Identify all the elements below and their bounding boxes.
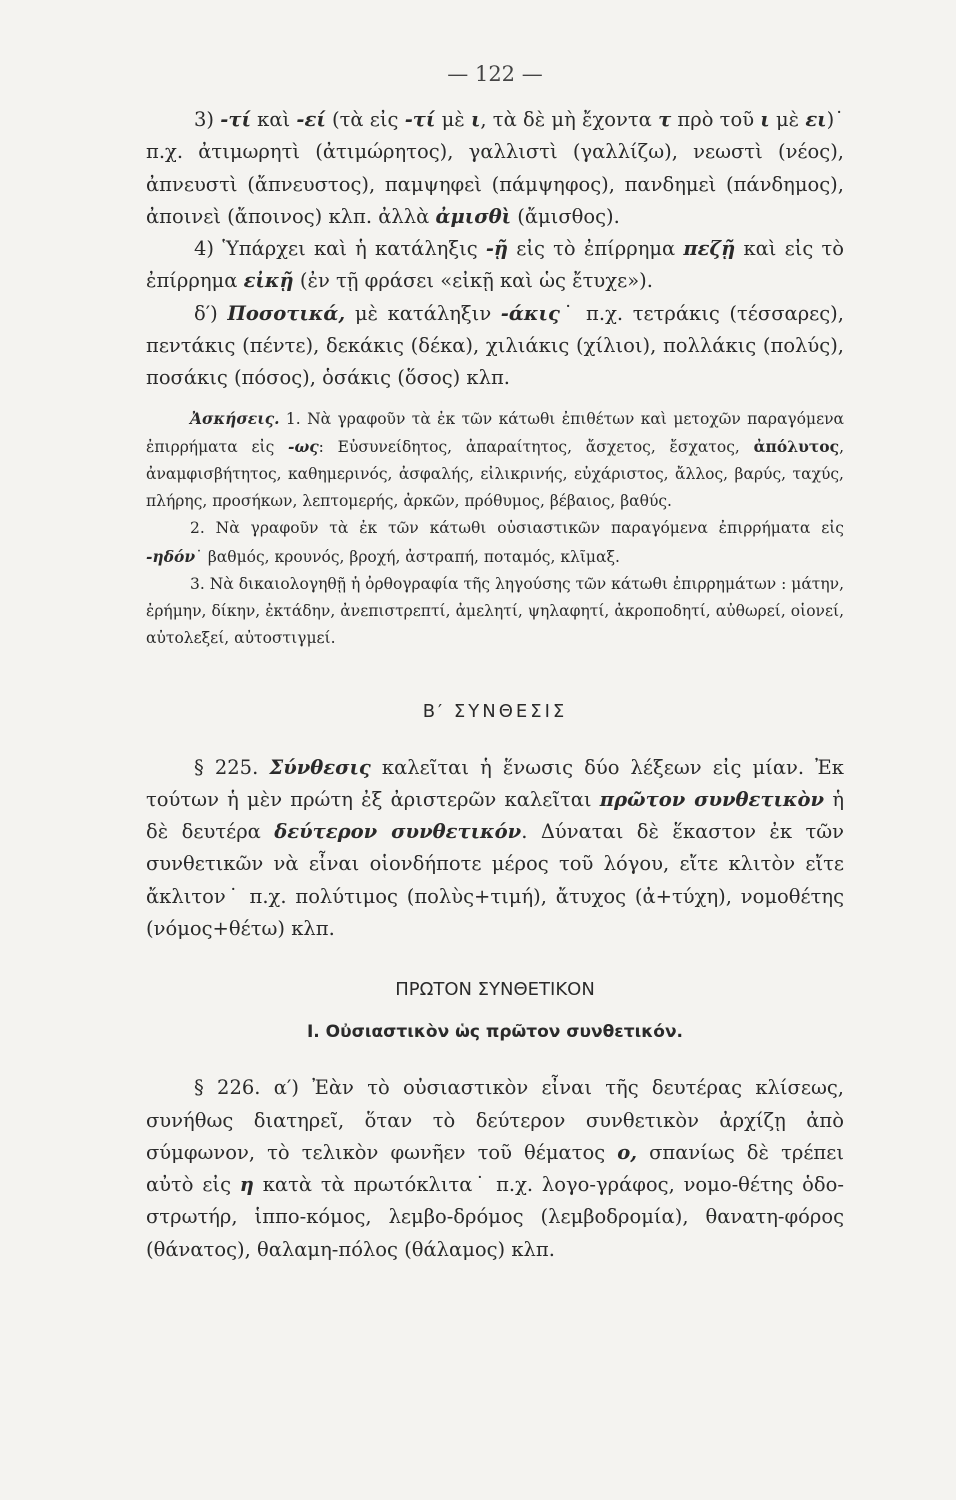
text: 1. Νὰ γραφοῦν τὰ ἐκ τῶν κάτωθι ἐπιθέτων καὶ μετοχῶν παραγόμενα ἐπιρρήματα εἰς bbox=[146, 409, 844, 456]
exercise-2 bbox=[146, 515, 844, 570]
text: , ἀναμφισβήτητος, καθημερινός, ἀσφαλής, εἰλικρινής, εὐχάριστος, ἄλλος, βαρύς, ταχύς, πλήρης, προσήκων, λεπτομερής, ἀρκῶν, πρόθυμος, βέβαιος, βαθύς. bbox=[146, 437, 844, 511]
text: )˙ π.χ. ἀτιμωρητὶ (ἀτιμώρητος), γαλλιστὶ (γαλλίζω), νεωστὶ (νέος), ἀπνευστὶ (ἄπνευστος), παμψηφεὶ (πάμψηφος), πανδημεὶ (πάνδημος), ἀποινεὶ (ἄποινος) κλπ. ἀλλὰ bbox=[146, 108, 844, 228]
emphasis: -ηδόν bbox=[146, 546, 196, 566]
text: ˙ βαθμός, κρουνός, βροχή, ἀστραπή, ποταμός, κλῖμαξ. bbox=[195, 547, 620, 566]
exercises-label: Ἀσκήσεις. bbox=[190, 408, 280, 428]
section-225 bbox=[146, 752, 844, 946]
text: . Δύναται δὲ ἕκαστον ἐκ τῶν συνθετικῶν νὰ εἶναι οἱονδήποτε μέρος τοῦ λόγου, εἴτε κλιτὸν εἴτε ἄκλιτον˙ π.χ. πολύτιμος (πολὺς+τιμή), ἄτυχος (ἀ+τύχη), νομοθέτης (νόμος+θέτω) κλπ. bbox=[146, 820, 844, 940]
text: ἡ δὲ δευτέρα bbox=[146, 787, 845, 844]
emphasis: ἀπόλυτος bbox=[753, 436, 840, 456]
emphasis: -ῇ bbox=[485, 237, 509, 261]
emphasis: -τί bbox=[404, 108, 436, 131]
text: κατὰ τὰ πρωτόκλιτα˙ π.χ. λογο-γράφος, νομο-θέτης ὁδο-στρωτήρ, ἱππο-κόμος, λεμβο-δρόμος (λεμβοδρομία), θανατη-φόρος (θάνατος), θαλαμη-πόλος (θάλαμος) κλπ. bbox=[146, 1173, 844, 1261]
text: § 226. α′) Ἐὰν τὸ οὐσιαστικὸν εἶναι τῆς δευτέρας κλίσεως, συνήθως διατηρεῖ, ὅταν τὸ δεύτερον συνθετικὸν ἀρχίζῃ ἀπὸ σύμφωνον, τὸ τελικὸν φωνῆεν τοῦ θέματος bbox=[146, 1076, 844, 1164]
emphasis: ι bbox=[470, 108, 481, 131]
section-226 bbox=[146, 1072, 844, 1266]
emphasis: ι bbox=[760, 108, 770, 131]
paragraph-delta bbox=[146, 298, 844, 395]
text: καὶ bbox=[250, 108, 297, 131]
emphasis: πεζῇ bbox=[683, 237, 736, 261]
text: καὶ εἰς τὸ ἐπίρρημα bbox=[146, 237, 844, 293]
exercise-1 bbox=[146, 405, 844, 516]
subheading-first-component: ΠΡΩΤΟΝ ΣΥΝΘΕΤΙΚΟΝ bbox=[395, 979, 595, 1001]
section-heading-b: Β′ ΣΥΝΘΕΣΙΣ bbox=[422, 700, 568, 722]
text: δ′) bbox=[194, 301, 228, 325]
emphasis: -άκις bbox=[500, 301, 560, 325]
emphasis: τ bbox=[658, 108, 672, 131]
emphasis: -ως bbox=[288, 436, 319, 456]
text: μὲ κατάληξιν bbox=[345, 301, 501, 325]
emphasis: Σύνθεσις bbox=[269, 755, 371, 779]
emphasis: Ποσοτικά, bbox=[227, 301, 346, 325]
text: μὲ bbox=[769, 108, 806, 131]
text: , τὰ δὲ μὴ ἔχοντα bbox=[480, 108, 659, 131]
page-number: — 122 — bbox=[447, 62, 543, 86]
emphasis: η bbox=[239, 1173, 254, 1197]
text: 4) Ὑπάρχει καὶ ἡ κατάληξις bbox=[194, 237, 486, 261]
text: (ἐν τῇ φράσει «εἰκῇ καὶ ὡς ἔτυχε»). bbox=[293, 269, 653, 293]
exercise-3 bbox=[146, 571, 844, 653]
text: (τὰ εἰς bbox=[325, 108, 405, 131]
paragraph-4 bbox=[146, 233, 844, 298]
text: § 225. bbox=[194, 755, 270, 779]
emphasis: -εί bbox=[296, 108, 326, 131]
subheading-noun-first: Ι. Οὐσιαστικὸν ὡς πρῶτον συνθετικόν. bbox=[306, 1022, 684, 1043]
paragraph-3 bbox=[146, 104, 844, 233]
text: : Εὐσυνείδητος, ἀπαραίτητος, ἄσχετος, ἔσχατος, bbox=[318, 437, 754, 456]
emphasis: -τί bbox=[220, 108, 251, 131]
emphasis: ει bbox=[805, 108, 827, 131]
emphasis: δεύτερον συνθετικόν bbox=[274, 820, 522, 844]
text: 2. Νὰ γραφοῦν τὰ ἐκ τῶν κάτωθι οὐσιαστικῶν παραγόμενα ἐπιρρήματα εἰς bbox=[190, 519, 844, 538]
emphasis: πρῶτον συνθετικὸν bbox=[599, 787, 825, 811]
text: καλεῖται ἡ ἕνωσις δύο λέξεων εἰς μίαν. Ἐκ τούτων ἡ μὲν πρώτη ἐξ ἀριστερῶν καλεῖται bbox=[146, 755, 844, 811]
text: 3) bbox=[194, 108, 221, 131]
text: εἰς τὸ ἐπίρρημα bbox=[508, 237, 684, 261]
text: μὲ bbox=[435, 108, 471, 131]
text: (ἄμισθος). bbox=[511, 204, 620, 228]
text: ˙ π.χ. τετράκις (τέσσαρες), πεντάκις (πέντε), δεκάκις (δέκα), χιλιάκις (χίλιοι), πολλάκις (πολύς), ποσάκις (πόσος), ὁσάκις (ὅσος) κλπ. bbox=[146, 301, 844, 390]
emphasis: εἰκῇ bbox=[243, 269, 294, 293]
text: σπανίως δὲ τρέπει αὐτὸ εἰς bbox=[146, 1140, 845, 1197]
emphasis: ἀμισθὶ bbox=[435, 204, 512, 228]
text: 3. Νὰ δικαιολογηθῇ ἡ ὀρθογραφία τῆς ληγούσης τῶν κάτωθι ἐπιρρημάτων : μάτην, ἐρήμην, δίκην, ἐκτάδην, ἀνεπιστρεπτί, ἀμελητί, ψηλαφητί, ἀκροποδητί, αὐθωρεί, οἱονεί, αὐτολεξεί, αὐτοστιγμεί. bbox=[146, 574, 844, 648]
emphasis: ο, bbox=[617, 1140, 638, 1164]
text: πρὸ τοῦ bbox=[671, 108, 761, 131]
